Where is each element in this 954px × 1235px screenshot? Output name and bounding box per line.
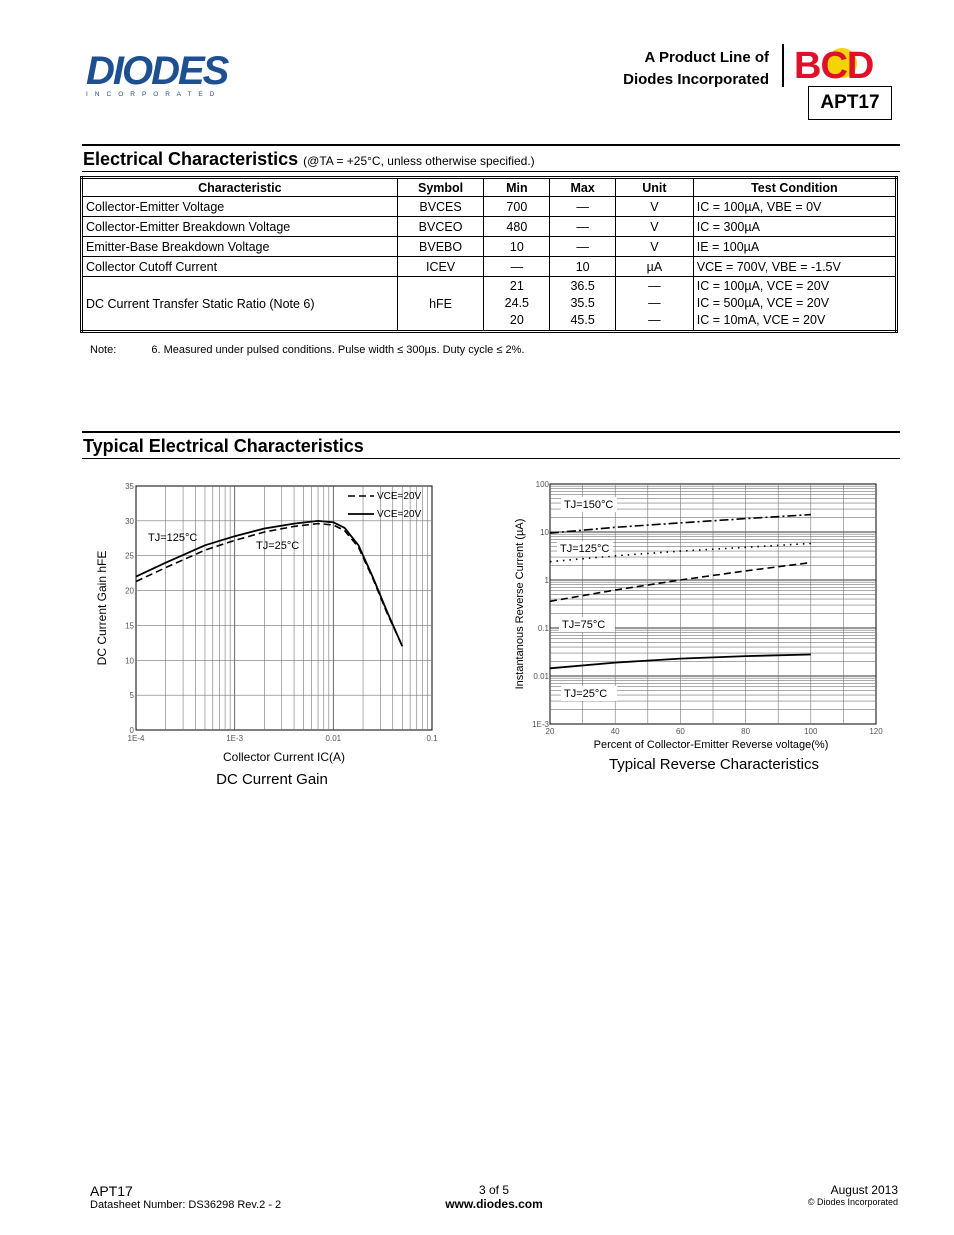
- cell-max: —: [550, 217, 616, 237]
- table-row: [82, 277, 897, 332]
- bcd-logo-text: BCD: [794, 45, 874, 82]
- section-rule: [82, 458, 900, 459]
- footer-datasheet: Datasheet Number: DS36298 Rev.2 - 2: [90, 1199, 282, 1211]
- chart-title: DC Current Gain: [216, 771, 328, 788]
- note: [90, 344, 556, 356]
- typical-title: Typical Electrical Characteristics: [83, 436, 364, 456]
- cell-characteristic: Emitter-Base Breakdown Voltage: [82, 237, 398, 257]
- part-number: APT17: [808, 86, 892, 120]
- section-rule: [82, 171, 900, 172]
- x-tick-label: 0.1: [426, 734, 438, 743]
- cell-min: [484, 277, 550, 332]
- section-rule: [82, 144, 900, 146]
- x-tick-label: 120: [869, 727, 883, 736]
- hfe-unit-3: —: [648, 313, 661, 327]
- product-line-1: A Product Line of: [644, 49, 769, 66]
- annotation: TJ=25°C: [564, 688, 608, 700]
- x-tick-label: 80: [741, 727, 751, 736]
- hfe-min-1: 21: [509, 279, 524, 293]
- table-row: [82, 257, 897, 277]
- footer-part: APT17: [90, 1183, 133, 1199]
- hfe-cond-3: IC = 10mA, VCE = 20V: [696, 313, 826, 327]
- y-tick-label: 0.1: [537, 624, 549, 633]
- annotation: TJ=125°C: [560, 543, 610, 555]
- y-tick-label: 30: [125, 516, 134, 526]
- cell-min: —: [484, 257, 550, 277]
- electrical-table: [80, 176, 898, 333]
- annotation: TJ=25°C: [256, 540, 300, 552]
- cell-characteristic: Collector-Emitter Breakdown Voltage: [82, 217, 398, 237]
- x-tick-label: 40: [610, 727, 620, 736]
- hfe-max-3: 45.5: [570, 313, 595, 327]
- cell-cond: [693, 277, 896, 332]
- cell-unit: V: [616, 197, 694, 217]
- cell-symbol: BVCES: [397, 197, 484, 217]
- y-tick-label: 100: [535, 480, 549, 489]
- note-label: Note:: [90, 344, 117, 356]
- footer-page: 3 of 5: [478, 1183, 510, 1197]
- y-tick-label: 0: [129, 726, 134, 735]
- y-tick-label: 10: [125, 656, 134, 666]
- product-line: [623, 44, 769, 94]
- hfe-unit-1: —: [648, 279, 661, 293]
- plot-frame: [136, 486, 432, 730]
- dc-current-gain-chart: [90, 478, 450, 788]
- cell-min: 10: [484, 237, 550, 257]
- x-axis-label: Percent of Collector-Emitter Reverse voltage(%): [593, 739, 829, 751]
- x-axis-label: Collector Current IC(A): [222, 750, 346, 764]
- x-tick-label: 1E-3: [226, 734, 244, 743]
- note-text: 6. Measured under pulsed conditions. Pulse width ≤ 300µs. Duty cycle ≤ 2%.: [151, 344, 525, 356]
- footer-right: [808, 1183, 898, 1207]
- cell-cond: IE = 100µA: [693, 237, 896, 257]
- hfe-max-2: 35.5: [570, 296, 595, 310]
- bcd-logo: [792, 44, 892, 82]
- y-tick-label: 20: [125, 586, 134, 596]
- x-tick-label: 100: [804, 727, 818, 736]
- x-tick-label: 1E-4: [127, 734, 145, 743]
- y-tick-label: 5: [129, 691, 134, 701]
- hfe-max-1: 36.5: [570, 279, 595, 293]
- y-axis-label: DC Current Gain hFE: [95, 550, 109, 666]
- annotation: TJ=75°C: [562, 619, 606, 631]
- footer-url[interactable]: www.diodes.com: [445, 1197, 543, 1211]
- cell-unit: µA: [616, 257, 694, 277]
- y-tick-label: 10: [540, 528, 549, 537]
- product-line-2: Diodes Incorporated: [623, 71, 769, 88]
- hfe-cond-1: IC = 100µA, VCE = 20V: [696, 279, 830, 293]
- electrical-condition: (@TA = +25°C, unless otherwise specified.): [303, 154, 535, 168]
- cell-max: [550, 277, 616, 332]
- cell-cond: VCE = 700V, VBE = -1.5V: [693, 257, 896, 277]
- cell-symbol: BVCEO: [397, 217, 484, 237]
- x-tick-label: 60: [675, 727, 685, 736]
- footer-date: August 2013: [830, 1183, 898, 1197]
- col-symbol: Symbol: [397, 178, 484, 197]
- cell-cond: IC = 300µA: [693, 217, 896, 237]
- header-divider: [782, 44, 784, 87]
- x-tick-label: 0.01: [325, 734, 342, 743]
- table-row: [82, 217, 897, 237]
- section-rule: [82, 431, 900, 433]
- annotation: TJ=125°C: [148, 532, 198, 544]
- hfe-unit-2: —: [648, 296, 661, 310]
- cell-min: 700: [484, 197, 550, 217]
- col-unit: Unit: [616, 178, 694, 197]
- cell-characteristic: Collector Cutoff Current: [82, 257, 398, 277]
- cell-characteristic: Collector-Emitter Voltage: [82, 197, 398, 217]
- col-min: Min: [484, 178, 550, 197]
- cell-max: —: [550, 197, 616, 217]
- chart-title: Typical Reverse Characteristics: [608, 756, 820, 773]
- x-tick-label: 20: [545, 727, 555, 736]
- reverse-characteristics-chart: [508, 478, 898, 783]
- cell-max: —: [550, 237, 616, 257]
- y-tick-label: 35: [125, 482, 134, 491]
- y-tick-label: 15: [125, 621, 134, 631]
- cell-symbol: hFE: [397, 277, 484, 332]
- electrical-title-text: Electrical Characteristics: [83, 149, 299, 169]
- annotation: TJ=150°C: [564, 499, 614, 511]
- footer-left: [90, 1183, 281, 1211]
- cell-unit: V: [616, 237, 694, 257]
- diodes-logo: [86, 50, 258, 100]
- cell-unit: V: [616, 217, 694, 237]
- cell-unit: [616, 277, 694, 332]
- y-tick-label: 25: [125, 551, 134, 561]
- col-test-condition: Test Condition: [693, 178, 896, 197]
- y-tick-label: 1E-3: [532, 720, 549, 729]
- legend-entry: VCE=20V: [377, 491, 422, 502]
- cell-symbol: ICEV: [397, 257, 484, 277]
- cell-characteristic: DC Current Transfer Static Ratio (Note 6): [82, 277, 398, 332]
- footer-copyright: © Diodes Incorporated: [807, 1197, 898, 1207]
- diodes-logo-text: DIODES: [86, 50, 228, 93]
- hfe-cond-2: IC = 500µA, VCE = 20V: [696, 296, 830, 310]
- table-header-row: [82, 178, 897, 197]
- diodes-logo-sub: I N C O R P O R A T E D: [86, 91, 217, 98]
- electrical-title: [83, 149, 535, 170]
- table-row: [82, 197, 897, 217]
- y-tick-label: 1: [544, 576, 549, 585]
- cell-symbol: BVEBO: [397, 237, 484, 257]
- cell-max: 10: [550, 257, 616, 277]
- legend-entry: VCE=20V: [377, 509, 422, 520]
- hfe-min-2: 24.5: [504, 296, 530, 310]
- hfe-min-3: 20: [509, 313, 524, 327]
- cell-min: 480: [484, 217, 550, 237]
- cell-cond: IC = 100µA, VBE = 0V: [693, 197, 896, 217]
- col-characteristic: Characteristic: [82, 178, 398, 197]
- col-max: Max: [550, 178, 616, 197]
- y-axis-label: Instantanous Reverse Current (µA): [514, 518, 526, 690]
- y-tick-label: 0.01: [533, 672, 549, 681]
- footer-center: [394, 1183, 594, 1211]
- table-row: [82, 237, 897, 257]
